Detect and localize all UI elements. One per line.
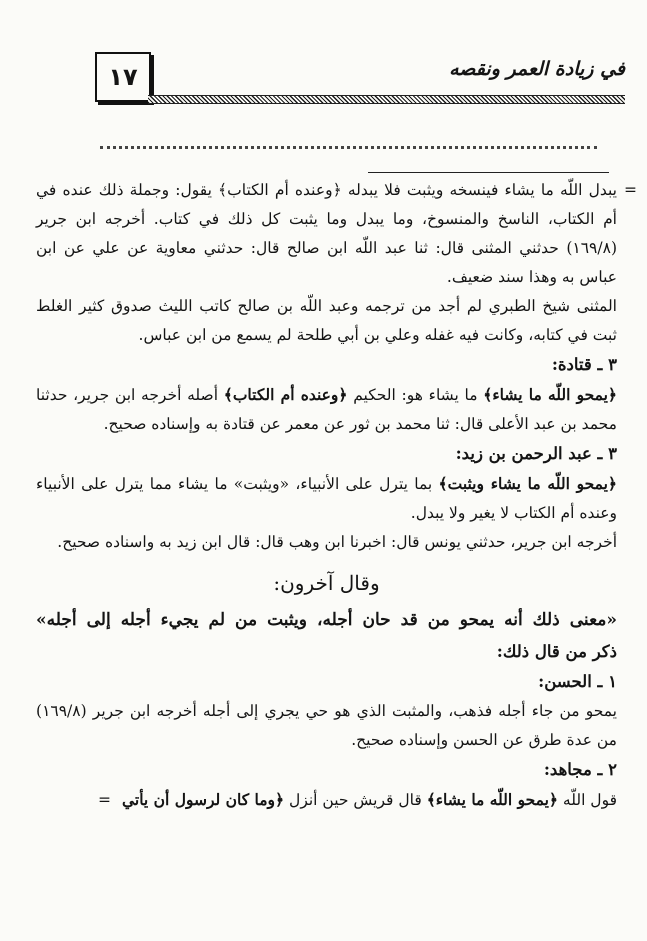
footnote-rule xyxy=(368,172,609,173)
dotted-separator xyxy=(100,146,597,149)
paragraph-text: أصله أخرجه ابن جرير، حدثنا محمد بن عبد الأعلى قال: ثنا محمد بن ثور عن معمر عن قتادة به وإسناده صحيح. xyxy=(36,386,617,433)
section-quote: «معنى ذلك أنه يمحو من قد حان أجله، ويثبت من لم يجيء أجله إلى أجله» xyxy=(36,610,617,630)
paragraph-hasan: يمحو من جاء أجله فذهب، والمثبت الذي هو حي يجري إلى أجله أخرجه ابن جرير (١٦٩/٨) من عدة طرق عن الحسن وإسناده صحيح. xyxy=(36,702,617,749)
running-title: في زيادة العمر ونقصه xyxy=(449,58,625,80)
paragraph-text: قال قريش حين أنزل xyxy=(284,791,427,809)
quran-quote: ﴿يمحو اللّه ما يشاء﴾ xyxy=(426,790,558,809)
quran-quote: ﴿وما كان لرسول أن يأتي xyxy=(121,790,285,809)
section-title: وقال آخرون: xyxy=(273,571,380,595)
page-body xyxy=(36,176,617,815)
heading-hasan: ١ ـ الحسن: xyxy=(538,672,617,691)
paragraph-isnad-critique: المثنى شيخ الطبري لم أجد من ترجمه وعبد اللّه بن صالح كاتب الليث صدوق كثير الغلط ثبت في كتابه، وكانت فيه غفله وعلي بن أبي طلحة لم يسمع من ابن عباس. xyxy=(36,297,617,344)
quran-quote: ﴿يمحو اللّه ما يشاء ويثبت﴾ xyxy=(438,474,618,493)
paragraph-text: قول اللّه xyxy=(557,791,617,809)
heading-abdulrahman: ٣ ـ عبد الرحمن بن زيد: xyxy=(455,444,617,463)
heading-qatada: ٣ ـ قتادة: xyxy=(551,355,617,374)
section-subheading: ذكر من قال ذلك: xyxy=(496,642,617,661)
paragraph-ibn-abbas: = يبدل اللّه ما يشاء فينسخه ويثبت فلا يبدله ﴿وعنده أم الكتاب﴾ يقول: وجملة ذلك عنده في أم الكتاب، الناسخ والمنسوخ، وما يبدل وما يثبت كل ذلك في كتاب. أخرجه ابن جرير (١٦٩/٨) حدثني المثنى قال: ثنا عبد اللّه ابن صالح قال: حدثني معاوية عن علي عن ابن عباس به وهذا سند ضعيف. xyxy=(36,176,617,292)
header-rule xyxy=(148,95,625,104)
heading-mujahid: ٢ ـ مجاهد: xyxy=(543,760,617,779)
paragraph-abdulrahman-source: أخرجه ابن جرير، حدثني يونس قال: اخبرنا ابن وهب قال: قال ابن زيد به واسناده صحيح. xyxy=(57,533,617,551)
quran-quote: ﴿يمحو اللّه ما يشاء﴾ xyxy=(483,385,617,404)
paragraph-text: بما يترل على الأنبياء، «ويثبت» ما يشاء مما يترل على الأنبياء وعنده أم الكتاب لا يغير ولا يبدل. xyxy=(36,475,617,522)
page-number: ١٧ xyxy=(95,52,151,102)
paragraph-abdulrahman xyxy=(36,469,617,528)
quran-quote: ﴿وعنده أم الكتاب﴾ xyxy=(223,385,348,404)
paragraph-qatada xyxy=(36,380,617,439)
paragraph-text: ما يشاء هو: الحكيم xyxy=(347,386,484,404)
paragraph-mujahid xyxy=(36,785,617,815)
